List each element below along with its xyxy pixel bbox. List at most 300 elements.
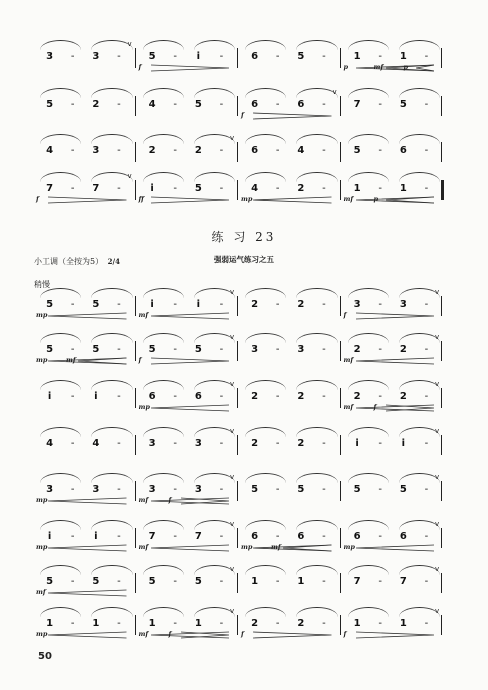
measure <box>243 144 336 158</box>
tempo-marking: 稍慢 <box>34 280 50 289</box>
dynamic-marking: f <box>241 111 244 119</box>
slur-arc <box>143 565 184 575</box>
note: 5 <box>46 576 54 587</box>
note: 2 <box>251 391 259 402</box>
measure <box>141 298 234 312</box>
slur-arc <box>143 607 184 617</box>
breath-mark: v <box>127 172 132 180</box>
dynamic-marking: f <box>168 630 172 638</box>
measure <box>38 182 131 196</box>
slur-arc <box>245 473 286 483</box>
note: 1 <box>297 576 305 587</box>
hairpin <box>283 544 332 552</box>
sustain-dash: - <box>117 484 121 495</box>
sustain-dash: - <box>219 576 224 587</box>
note: 3 <box>194 484 202 495</box>
notation-row <box>34 88 444 122</box>
barline <box>237 142 238 162</box>
notation-row <box>34 172 444 206</box>
sustain-dash: - <box>117 299 121 310</box>
hairpin <box>253 196 332 204</box>
sustain-dash: - <box>70 438 75 449</box>
slur-arc <box>296 607 337 617</box>
sustain-dash: - <box>322 145 326 156</box>
note: 4 <box>148 99 156 110</box>
note: 3 <box>46 484 54 495</box>
measure <box>38 298 131 312</box>
measure <box>243 437 336 451</box>
slur-arc <box>194 134 235 144</box>
sustain-dash: - <box>378 99 382 110</box>
hairpin <box>48 497 127 505</box>
sustain-dash: - <box>219 299 224 310</box>
sustain-dash: - <box>117 531 121 542</box>
slur-arc <box>399 520 440 530</box>
hairpin <box>48 544 127 552</box>
slur-arc <box>399 473 440 483</box>
slur-arc <box>245 288 286 298</box>
slur-arc <box>143 288 184 298</box>
barline <box>441 341 442 361</box>
measure <box>141 617 234 631</box>
barline <box>237 296 238 316</box>
slur-arc <box>296 380 337 390</box>
hairpin <box>151 544 230 552</box>
sustain-dash: - <box>70 299 75 310</box>
sustain-dash: - <box>275 99 280 110</box>
sustain-dash: - <box>70 484 75 495</box>
slur-arc <box>91 520 132 530</box>
dynamic-marking: p <box>373 195 379 203</box>
measure <box>243 182 336 196</box>
hairpin <box>48 312 127 320</box>
note: 4 <box>297 145 305 156</box>
breath-mark: v <box>435 427 440 435</box>
breath-mark: v <box>230 565 235 573</box>
slur-arc <box>91 172 132 182</box>
notation-row <box>34 607 444 641</box>
note: 2 <box>297 618 305 629</box>
barline <box>340 142 341 162</box>
note: 5 <box>92 344 100 355</box>
breath-mark: v <box>435 333 440 341</box>
sustain-dash: - <box>322 531 326 542</box>
barline <box>441 48 442 68</box>
dynamic-marking: mp <box>343 543 355 551</box>
dynamic-marking: p <box>343 63 349 71</box>
slur-arc <box>348 473 389 483</box>
slur-arc <box>194 427 235 437</box>
note: 3 <box>194 438 202 449</box>
measure <box>346 98 439 112</box>
barline <box>135 296 136 316</box>
sustain-dash: - <box>424 531 429 542</box>
barline <box>340 96 341 116</box>
slur-arc <box>296 473 337 483</box>
barline <box>340 296 341 316</box>
slur-arc <box>399 333 440 343</box>
sustain-dash: - <box>275 145 280 156</box>
note: 5 <box>46 99 54 110</box>
hairpin <box>386 196 435 204</box>
dynamic-marking: mf <box>373 63 384 71</box>
sustain-dash: - <box>322 484 326 495</box>
note: 3 <box>148 438 156 449</box>
note: 2 <box>92 99 100 110</box>
slur-arc <box>40 473 81 483</box>
measure <box>38 144 131 158</box>
barline <box>135 48 136 68</box>
sustain-dash: - <box>70 51 75 62</box>
sustain-dash: - <box>378 576 382 587</box>
note: 6 <box>399 531 407 542</box>
sustain-dash: - <box>173 391 177 402</box>
note: 7 <box>46 183 54 194</box>
slur-arc <box>40 607 81 617</box>
measure <box>141 437 234 451</box>
slur-arc <box>194 607 235 617</box>
hairpin <box>356 631 435 639</box>
slur-arc <box>194 288 235 298</box>
slur-arc <box>245 427 286 437</box>
barline <box>237 435 238 455</box>
dynamic-marking: mp <box>36 543 48 551</box>
note: 2 <box>297 438 305 449</box>
measure <box>141 182 234 196</box>
note: 1 <box>46 618 54 629</box>
sustain-dash: - <box>378 299 382 310</box>
note: 5 <box>297 484 305 495</box>
note: 3 <box>353 299 361 310</box>
measure <box>346 298 439 312</box>
slur-arc <box>91 607 132 617</box>
slur-arc <box>245 607 286 617</box>
sustain-dash: - <box>275 183 280 194</box>
slur-arc <box>143 333 184 343</box>
measure <box>243 483 336 497</box>
slur-arc <box>143 427 184 437</box>
breath-mark: v <box>435 565 440 573</box>
note: 5 <box>297 51 305 62</box>
sustain-dash: - <box>117 51 121 62</box>
sustain-dash: - <box>322 576 326 587</box>
slur-arc <box>245 333 286 343</box>
slur-arc <box>194 40 235 50</box>
note: 1 <box>399 183 407 194</box>
measure <box>346 182 439 196</box>
measure <box>141 390 234 404</box>
slur-arc <box>348 40 389 50</box>
sustain-dash: - <box>117 99 121 110</box>
note: i <box>150 299 154 310</box>
sustain-dash: - <box>219 145 224 156</box>
sustain-dash: - <box>378 391 382 402</box>
breath-mark: v <box>230 473 235 481</box>
slur-arc <box>91 565 132 575</box>
notation-row <box>34 40 444 74</box>
note: 2 <box>297 391 305 402</box>
note: 6 <box>251 531 259 542</box>
dynamic-marking: mp <box>241 543 253 551</box>
slur-arc <box>399 134 440 144</box>
dynamic-marking: f <box>168 496 172 504</box>
slur-arc <box>296 288 337 298</box>
sustain-dash: - <box>378 344 382 355</box>
note: 2 <box>194 145 202 156</box>
note: i <box>47 391 52 402</box>
measure <box>346 437 439 451</box>
note: 6 <box>297 99 305 110</box>
note: 1 <box>353 618 361 629</box>
dynamic-marking: mf <box>66 356 76 364</box>
measure <box>346 50 439 64</box>
notation-row <box>34 288 444 322</box>
slur-arc <box>40 380 81 390</box>
measure <box>141 144 234 158</box>
dynamic-marking: mf <box>343 403 354 411</box>
slur-arc <box>194 565 235 575</box>
sustain-dash: - <box>219 438 224 449</box>
hairpin <box>78 357 127 365</box>
note: 3 <box>92 484 100 495</box>
note: 2 <box>353 344 361 355</box>
slur-arc <box>143 134 184 144</box>
barline <box>340 180 341 200</box>
note: 4 <box>46 438 54 449</box>
slur-arc <box>91 380 132 390</box>
measure <box>141 50 234 64</box>
note: 5 <box>194 344 202 355</box>
sustain-dash: - <box>70 344 75 355</box>
sustain-dash: - <box>219 484 224 495</box>
key-label-text: 小工调（全按为5） <box>34 257 104 266</box>
note: 7 <box>399 576 407 587</box>
note: 5 <box>194 576 202 587</box>
sustain-dash: - <box>70 183 75 194</box>
hairpin <box>253 631 332 639</box>
measure <box>38 617 131 631</box>
note: 5 <box>399 484 407 495</box>
note: 2 <box>399 391 407 402</box>
hairpin <box>48 196 127 204</box>
slur-arc <box>40 520 81 530</box>
sustain-dash: - <box>424 51 429 62</box>
notation-row <box>34 473 444 507</box>
measure <box>38 530 131 544</box>
hairpin <box>151 64 230 72</box>
notation-row <box>34 134 444 168</box>
barline <box>237 341 238 361</box>
sustain-dash: - <box>322 618 326 629</box>
sustain-dash: - <box>70 391 75 402</box>
measure <box>243 98 336 112</box>
dynamic-marking: f <box>343 630 347 638</box>
slur-arc <box>296 427 337 437</box>
slur-arc <box>245 380 286 390</box>
slur-arc <box>40 427 81 437</box>
breath-mark: v <box>435 380 440 388</box>
hairpin <box>151 404 230 412</box>
note: 3 <box>251 344 259 355</box>
note: 5 <box>92 576 100 587</box>
note: i <box>196 299 201 310</box>
note: 2 <box>148 145 156 156</box>
sustain-dash: - <box>378 618 382 629</box>
sustain-dash: - <box>173 183 177 194</box>
slur-arc <box>143 520 184 530</box>
slur-arc <box>348 565 389 575</box>
note: 1 <box>353 183 361 194</box>
sustain-dash: - <box>219 391 224 402</box>
slur-arc <box>143 40 184 50</box>
slur-arc <box>143 473 184 483</box>
dynamic-marking: mp <box>138 403 150 411</box>
measure <box>38 343 131 357</box>
slur-arc <box>245 134 286 144</box>
note: 5 <box>194 183 202 194</box>
measure <box>243 50 336 64</box>
note: 6 <box>399 145 407 156</box>
note: 5 <box>353 484 361 495</box>
dynamic-marking: ff <box>138 195 144 203</box>
measure <box>141 343 234 357</box>
measure <box>38 98 131 112</box>
note: 4 <box>46 145 54 156</box>
notation-row <box>34 333 444 367</box>
slur-arc <box>143 380 184 390</box>
note: 5 <box>46 344 54 355</box>
slur-arc <box>194 473 235 483</box>
slur-arc <box>399 427 440 437</box>
breath-mark: v <box>435 473 440 481</box>
sustain-dash: - <box>219 51 224 62</box>
slur-arc <box>245 40 286 50</box>
sustain-dash: - <box>378 531 382 542</box>
barline <box>237 388 238 408</box>
dynamic-marking: f <box>373 403 377 411</box>
barline <box>237 573 238 593</box>
slur-arc <box>399 288 440 298</box>
measure <box>346 390 439 404</box>
sustain-dash: - <box>275 618 280 629</box>
sustain-dash: - <box>424 145 429 156</box>
note: 5 <box>251 484 259 495</box>
sustain-dash: - <box>378 438 382 449</box>
barline <box>237 96 238 116</box>
dynamic-marking: f <box>138 63 142 71</box>
note: 3 <box>148 484 156 495</box>
slur-arc <box>245 520 286 530</box>
note: 2 <box>251 299 259 310</box>
dynamic-marking: mf <box>343 195 354 203</box>
breath-mark: v <box>435 607 440 615</box>
note: 5 <box>353 145 361 156</box>
slur-arc <box>40 333 81 343</box>
dynamic-marking: mf <box>138 543 149 551</box>
note: 1 <box>194 618 202 629</box>
hairpin <box>151 196 230 204</box>
note: i <box>150 183 154 194</box>
slur-arc <box>348 288 389 298</box>
barline <box>441 296 442 316</box>
slur-arc <box>348 172 389 182</box>
barline <box>135 573 136 593</box>
note: 6 <box>353 531 361 542</box>
note: i <box>355 438 359 449</box>
sustain-dash: - <box>275 344 280 355</box>
sustain-dash: - <box>275 391 280 402</box>
note: 6 <box>297 531 305 542</box>
sustain-dash: - <box>219 618 224 629</box>
note: 2 <box>297 183 305 194</box>
sustain-dash: - <box>173 344 177 355</box>
breath-mark: v <box>230 134 235 142</box>
dynamic-marking: mf <box>271 543 281 551</box>
barline <box>135 388 136 408</box>
slur-arc <box>348 380 389 390</box>
measure <box>243 298 336 312</box>
sustain-dash: - <box>424 99 429 110</box>
note: 4 <box>92 438 100 449</box>
sustain-dash: - <box>424 484 429 495</box>
note: 5 <box>148 344 156 355</box>
slur-arc <box>40 565 81 575</box>
hairpin <box>416 64 435 72</box>
slur-arc <box>91 333 132 343</box>
measure <box>141 530 234 544</box>
dynamic-marking: mp <box>36 496 48 504</box>
measure <box>346 575 439 589</box>
hairpin <box>181 631 230 639</box>
breath-mark: v <box>230 333 235 341</box>
barline <box>441 573 442 593</box>
dynamic-marking: mp <box>241 195 253 203</box>
slur-arc <box>194 88 235 98</box>
breath-mark: v <box>230 380 235 388</box>
sustain-dash: - <box>275 438 280 449</box>
slur-arc <box>245 172 286 182</box>
measure <box>243 343 336 357</box>
page-number: 50 <box>38 651 52 662</box>
slur-arc <box>91 473 132 483</box>
sustain-dash: - <box>275 299 280 310</box>
slur-arc <box>91 88 132 98</box>
breath-mark: v <box>435 520 440 528</box>
measure <box>141 575 234 589</box>
sustain-dash: - <box>70 576 75 587</box>
slur-arc <box>348 520 389 530</box>
sustain-dash: - <box>322 299 326 310</box>
measure <box>38 50 131 64</box>
exercise-title: 练 习 23 <box>211 230 277 244</box>
barline <box>441 435 442 455</box>
measure <box>38 575 131 589</box>
note: 1 <box>399 618 407 629</box>
note: i <box>94 391 98 402</box>
barline <box>441 96 442 116</box>
barline <box>441 142 442 162</box>
notation-row <box>34 427 444 461</box>
dynamic-marking: mf <box>343 356 354 364</box>
sustain-dash: - <box>173 484 177 495</box>
note: 6 <box>194 391 202 402</box>
measure <box>346 483 439 497</box>
dynamic-marking: mf <box>138 630 149 638</box>
dynamic-marking: p <box>403 63 409 71</box>
sustain-dash: - <box>378 51 382 62</box>
slur-arc <box>296 40 337 50</box>
sustain-dash: - <box>424 438 429 449</box>
